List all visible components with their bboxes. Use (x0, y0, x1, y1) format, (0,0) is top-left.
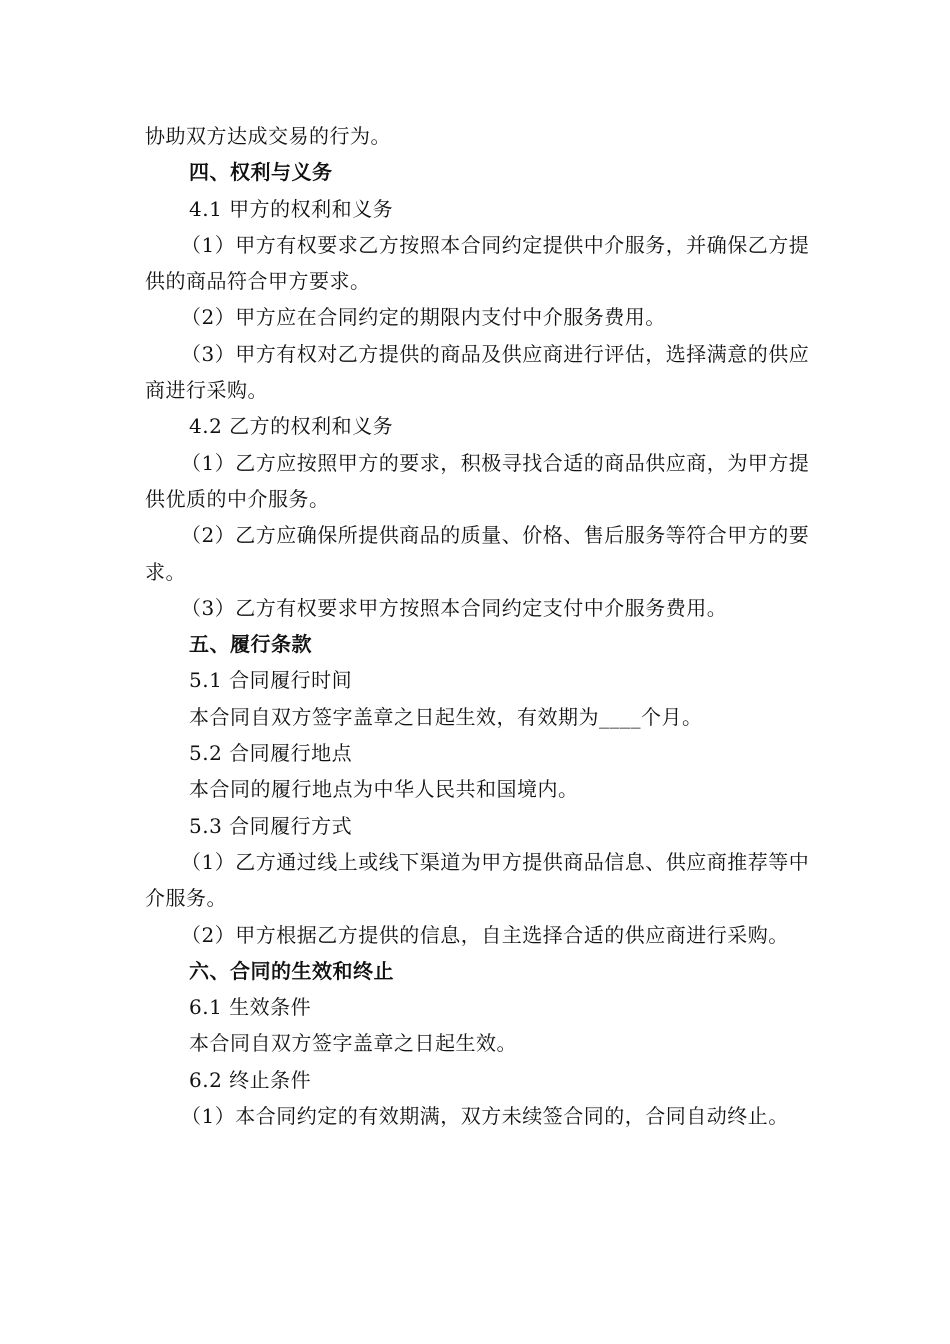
subsection-heading-5-3: 5.3 合同履行方式 (189, 813, 353, 838)
section-heading-rights-obligations: 四、权利与义务 (189, 160, 333, 185)
clause-6-2-1: （1）本合同约定的有效期满，双方未续签合同的，合同自动终止。 (181, 1104, 789, 1129)
clause-4-1-1: （1）甲方有权要求乙方按照本合同约定提供中介服务，并确保乙方提供的商品符合甲方要求。 (145, 232, 810, 294)
section-heading-effect-termination: 六、合同的生效和终止 (189, 958, 394, 983)
subsection-heading-6-2: 6.2 终止条件 (189, 1067, 312, 1092)
paragraph-continuation: 协助双方达成交易的行为。 (145, 124, 391, 148)
clause-4-1-2: （2）甲方应在合同约定的期限内支付中介服务费用。 (181, 305, 666, 330)
clause-6-1-text: 本合同自双方签字盖章之日起生效。 (189, 1031, 517, 1056)
clause-4-2-1: （1）乙方应按照甲方的要求，积极寻找合适的商品供应商，为甲方提供优质的中介服务。 (145, 450, 810, 511)
subsection-heading-4-1: 4.1 甲方的权利和义务 (189, 196, 394, 221)
clause-4-1-3: （3）甲方有权对乙方提供的商品及供应商进行评估，选择满意的供应商进行采购。 (145, 341, 810, 403)
subsection-heading-6-1: 6.1 生效条件 (189, 995, 312, 1020)
clause-4-2-2: （2）乙方应确保所提供商品的质量、价格、售后服务等符合甲方的要求。 (145, 523, 810, 584)
clause-5-2-text: 本合同的履行地点为中华人民共和国境内。 (189, 777, 579, 802)
subsection-heading-4-2: 4.2 乙方的权利和义务 (189, 414, 394, 439)
clause-5-3-2: （2）甲方根据乙方提供的信息，自主选择合适的供应商进行采购。 (181, 922, 789, 947)
clause-4-2-3: （3）乙方有权要求甲方按照本合同约定支付中介服务费用。 (181, 595, 728, 620)
subsection-heading-5-2: 5.2 合同履行地点 (189, 741, 353, 766)
document-body (145, 118, 810, 1134)
clause-5-3-1: （1）乙方通过线上或线下渠道为甲方提供商品信息、供应商推荐等中介服务。 (145, 849, 810, 911)
clause-5-1-text: 本合同自双方签字盖章之日起生效，有效期为____个月。 (189, 704, 703, 729)
section-heading-performance: 五、履行条款 (189, 632, 312, 657)
subsection-heading-5-1: 5.1 合同履行时间 (189, 668, 353, 693)
